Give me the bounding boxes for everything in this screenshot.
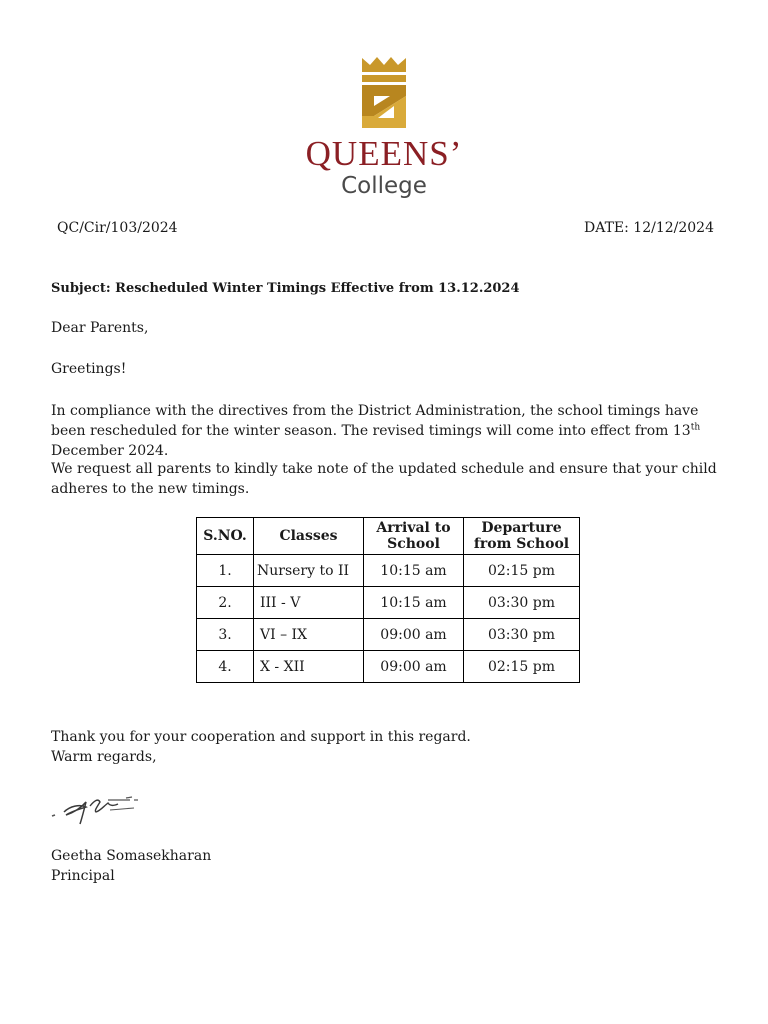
table-header-row [197,518,580,555]
cell-arrival: 10:15 am [364,587,464,619]
cell-departure: 03:30 pm [464,587,580,619]
cell-classes: Nursery to II [254,555,364,587]
salutation: Dear Parents, [51,320,149,336]
college-logo [0,56,768,200]
greeting: Greetings! [51,361,127,377]
circular-reference: QC/Cir/103/2024 [57,220,178,236]
cell-departure: 02:15 pm [464,651,580,683]
cell-departure: 02:15 pm [464,555,580,587]
cell-departure: 03:30 pm [464,619,580,651]
table-row [197,619,580,651]
paragraph-request: We request all parents to kindly take note of the updated schedule and ensure that your child adheres to the new timings. [51,461,717,497]
signer-title: Principal [51,868,115,884]
header-sno: S.NO. [197,518,254,555]
signer-name: Geetha Somasekharan [51,848,212,864]
cell-sno: 3. [197,619,254,651]
logo-name: QUEENS’ [305,134,463,173]
cell-arrival: 09:00 am [364,651,464,683]
crown-emblem-icon [358,56,410,132]
table-row [197,587,580,619]
header-arrival: Arrival to School [364,518,464,555]
cell-classes: X - XII [254,651,364,683]
cell-sno: 1. [197,555,254,587]
header-classes: Classes [254,518,364,555]
cell-sno: 4. [197,651,254,683]
ordinal-suffix: th [690,422,701,433]
cell-arrival: 09:00 am [364,619,464,651]
paragraph-compliance-text: In compliance with the directives from the District Administration, the school timings have been rescheduled for the winter season. The revised timings will come into effect from 13 [51,403,699,439]
header-departure: Departure from School [464,518,580,555]
cell-classes: III - V [254,587,364,619]
regards-line: Warm regards, [51,749,157,765]
paragraph-compliance [51,401,721,461]
logo-subname: College [341,173,427,199]
thanks-line: Thank you for your cooperation and support in this regard. [51,729,471,745]
cell-arrival: 10:15 am [364,555,464,587]
paragraph-compliance-end: December 2024. [51,443,169,459]
timings-table [196,517,580,683]
subject-line: Subject: Rescheduled Winter Timings Effective from 13.12.2024 [51,281,520,296]
signature-image [50,786,142,826]
signer-block [51,846,211,886]
cell-classes: VI – IX [254,619,364,651]
table-row [197,555,580,587]
table-row [197,651,580,683]
cell-sno: 2. [197,587,254,619]
circular-date: DATE: 12/12/2024 [584,220,714,236]
closing-block [51,727,471,767]
